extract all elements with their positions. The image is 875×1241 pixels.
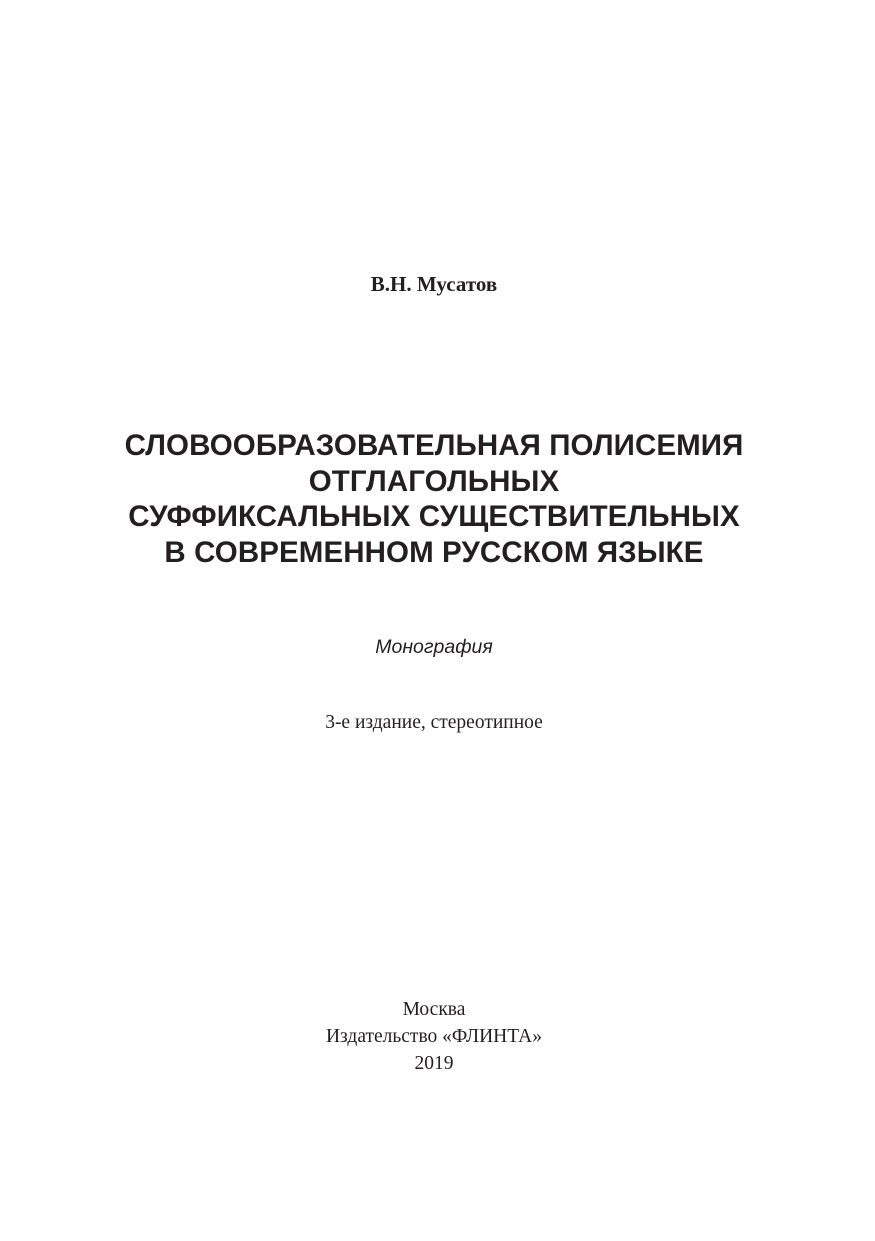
book-title xyxy=(0,428,868,570)
imprint-year: 2019 xyxy=(414,1053,454,1074)
imprint-publisher: Издательство «ФЛИНТА» xyxy=(325,1026,543,1047)
title-line-3: СУФФИКСАЛЬНЫХ СУЩЕСТВИТЕЛЬНЫХ xyxy=(128,500,740,533)
edition-note: 3-е издание, стереотипное xyxy=(325,712,543,733)
title-line-2: ОТГЛАГОЛЬНЫХ xyxy=(308,464,560,498)
title-line-1: СЛОВООБРАЗОВАТЕЛЬНАЯ ПОЛИСЕМИЯ xyxy=(124,429,744,462)
genre-label: Монография xyxy=(375,636,493,658)
imprint-city: Москва xyxy=(402,999,466,1020)
imprint-block xyxy=(0,996,868,1077)
title-line-4: В СОВРЕМЕННОМ РУССКОМ ЯЗЫКЕ xyxy=(164,535,704,569)
author-name: В.Н. Мусатов xyxy=(370,272,498,296)
